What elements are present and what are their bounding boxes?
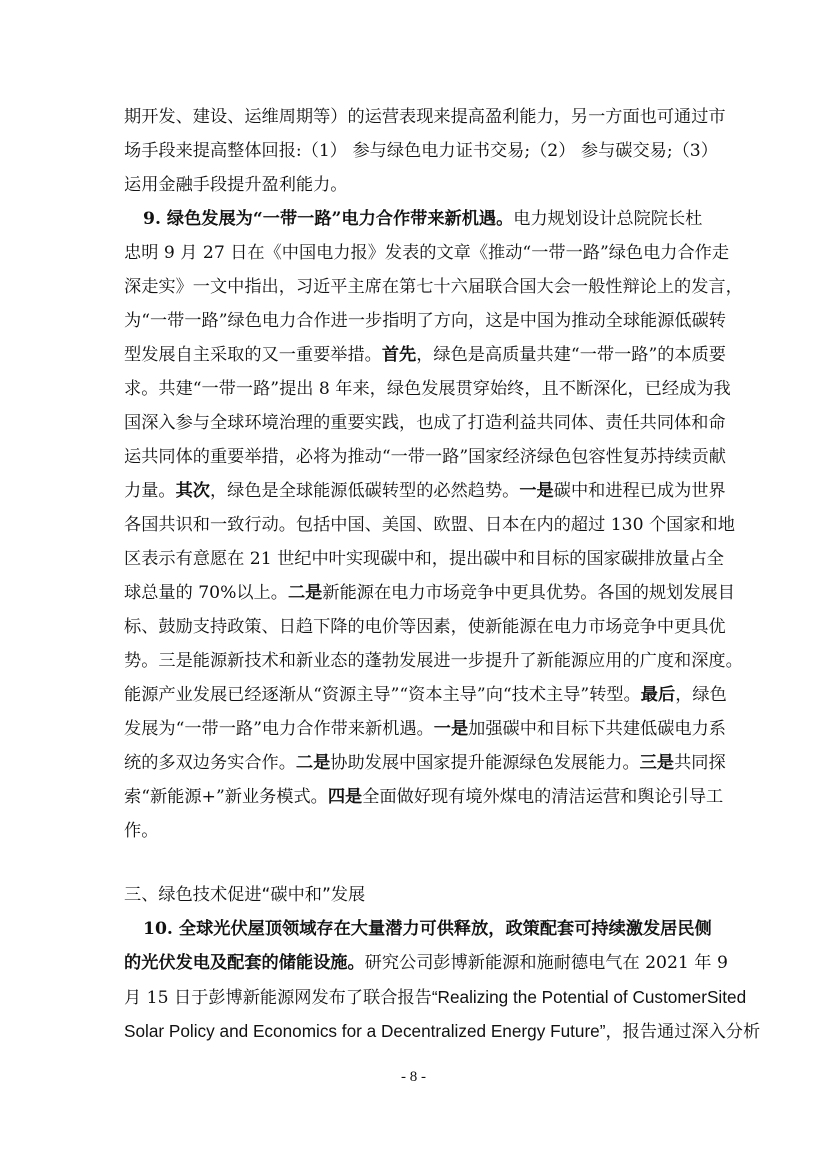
text-run: 运用金融手段提升盈利能力。 [124, 175, 348, 195]
text-run: 标、鼓励支持政策、日趋下降的电价等因素，使新能源在电力市场竞争中更具优 [124, 617, 726, 637]
paragraph-line [0, 746, 726, 780]
text-run: 研究公司彭博新能源和施耐德电气在 2021 年 9 [364, 953, 728, 973]
paragraph-line [0, 202, 712, 236]
text-run: 型发展自主采取的又一重要举措。 [124, 345, 382, 365]
paragraph-line [0, 980, 747, 1015]
paragraph-line [0, 678, 727, 712]
text-run: 统的多双边务实合作。 [124, 753, 296, 773]
bold-run: 最后 [640, 685, 676, 705]
text-run: 共同探 [674, 753, 726, 773]
bold-run: 二是 [295, 753, 331, 773]
paragraph-line [0, 304, 726, 338]
bold-run: 其次 [175, 481, 210, 501]
paragraph-line [0, 134, 718, 168]
bold-heading-run: 10. 全球光伏屋顶领域存在大量潜力可供释放，政策配套可持续激发居民侧 [143, 919, 712, 939]
text-run: 各国共识和一致行动。包括中国、美国、欧盟、日本在内的超过 130 个国家和地 [124, 515, 735, 535]
report-title-run: “Realizing the Potential of CustomerSited [431, 987, 747, 1007]
bold-run: 一是 [519, 481, 554, 501]
text-run: 索“新能源+”新业务模式。 [124, 787, 328, 807]
paragraph-line [0, 270, 743, 304]
text-run: ，绿色 [675, 685, 727, 705]
paragraph-line [0, 440, 726, 474]
bold-run: 首先 [381, 345, 417, 365]
page-number: - 8 - [401, 1069, 426, 1085]
text-run: ，报告通过深入分析 [605, 1022, 761, 1042]
paragraph-line [0, 474, 726, 508]
text-run: 作。 [124, 821, 159, 841]
text-run: 碳中和进程已成为世界 [553, 481, 726, 501]
paragraph-line [0, 644, 743, 678]
paragraph-line [0, 576, 735, 610]
bold-heading-run: 的光伏发电及配套的储能设施。 [124, 953, 365, 973]
paragraph-line [0, 712, 726, 746]
paragraph-line [0, 912, 712, 946]
paragraph-line [0, 1014, 761, 1049]
text-run: 力量。 [124, 481, 176, 501]
report-title-run: Solar Policy and Economics for a Decentralized Energy Future” [124, 1021, 606, 1041]
bold-run: 三是 [639, 753, 675, 773]
paragraph-line [0, 406, 726, 440]
text-run: 忠明 9 月 27 日在《中国电力报》发表的文章《推动“一带一路”绿色电力合作走 [124, 243, 730, 263]
text-run: 月 15 日于彭博新能源网发布了联合报告 [124, 988, 432, 1008]
bold-run: 一是 [433, 719, 469, 739]
section-heading: 三、绿色技术促进“碳中和”发展 [124, 885, 366, 905]
paragraph-line [0, 542, 724, 576]
text-run: 运共同体的重要举措，必将为推动“一带一路”国家经济绿色包容性复苏持续贡献 [124, 447, 726, 467]
text-run: 新能源在电力市场竞争中更具优势。各国的规划发展目 [322, 583, 735, 603]
text-run: ，绿色是高质量共建“一带一路”的本质要 [416, 345, 726, 365]
paragraph-line [0, 780, 724, 814]
paragraph-line [0, 372, 731, 406]
text-run: 场手段来提高整体回报:（1） 参与绿色电力证书交易;（2） 参与碳交易;（3） [124, 141, 718, 161]
bold-heading-run: 9. 绿色发展为“一带一路”电力合作带来新机遇。 [143, 209, 514, 229]
text-run: 期开发、建设、运维周期等）的运营表现来提高盈利能力，另一方面也可通过市 [124, 107, 726, 127]
text-run: 深走实》一文中指出，习近平主席在第七十六届联合国大会一般性辩论上的发言， [124, 277, 743, 297]
paragraph-line [0, 168, 712, 202]
text-run: 协助发展中国家提升能源绿色发展能力。 [330, 753, 640, 773]
text-run: 电力规划设计总院院长杜 [513, 209, 703, 229]
text-run: 发展为“一带一路”电力合作带来新机遇。 [124, 719, 434, 739]
text-run: 能源产业发展已经逐渐从“资源主导”“资本主导”向“技术主导”转型。 [124, 685, 641, 705]
paragraph-line [0, 814, 712, 848]
bold-run: 二是 [287, 583, 323, 603]
text-run: 为“一带一路”绿色电力合作进一步指明了方向，这是中国为推动全球能源低碳转 [124, 311, 726, 331]
text-run: 区表示有意愿在 21 世纪中叶实现碳中和，提出碳中和目标的国家碳排放量占全 [124, 549, 724, 569]
paragraph-line [0, 508, 735, 542]
text-run: 求。共建“一带一路”提出 8 年来，绿色发展贯穿始终，且不断深化，已经成为我 [124, 379, 731, 399]
bold-run: 四是 [327, 787, 363, 807]
paragraph-line [0, 946, 728, 980]
text-run: 势。三是能源新技术和新业态的蓬勃发展进一步提升了新能源应用的广度和深度。 [124, 651, 743, 671]
text-run: 加强碳中和目标下共建低碳电力系 [468, 719, 726, 739]
paragraph-line [0, 610, 726, 644]
paragraph-line [0, 236, 730, 270]
text-run: 全面做好现有境外煤电的清洁运营和舆论引导工 [362, 787, 724, 807]
paragraph-line [0, 338, 726, 372]
paragraph-line [0, 100, 726, 134]
text-run: ，绿色是全球能源低碳转型的必然趋势。 [209, 481, 520, 501]
text-run: 国深入参与全球环境治理的重要实践，也成了打造利益共同体、责任共同体和命 [124, 413, 726, 433]
text-run: 球总量的 70%以上。 [124, 583, 288, 603]
